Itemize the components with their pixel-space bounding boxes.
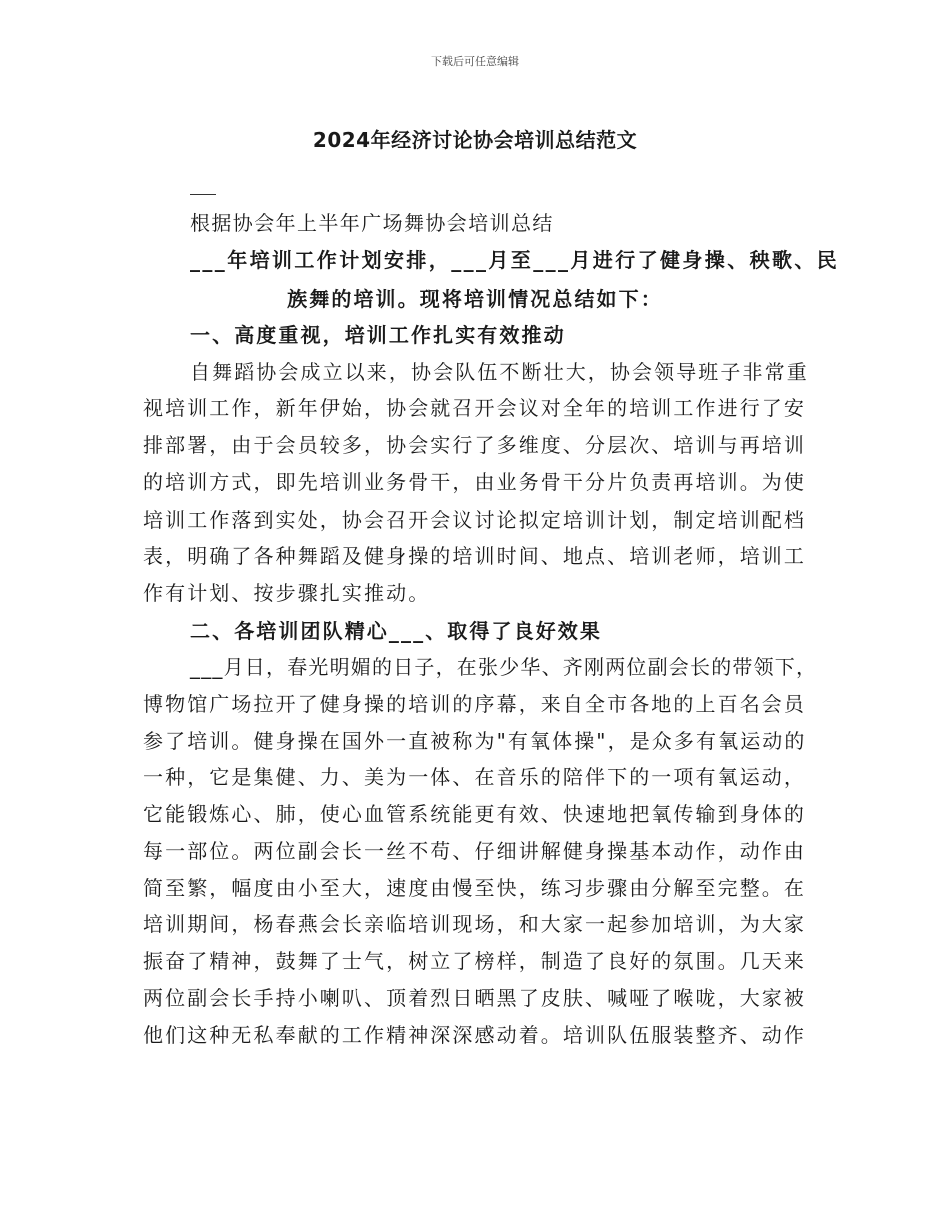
paragraph-line: ___月日，春光明媚的日子，在张少华、齐刚两位副会长的带领下， [190,655,818,679]
paragraph-line: 参了培训。健身操在国外一直被称为"有氧体操"，是众多有氧运动的 [143,729,807,753]
section-heading-2: 二、各培训团队精心___、取得了良好效果 [190,619,602,643]
paragraph-line: 自舞蹈协会成立以来，协会队伍不断壮大，协会领导班子非常重 [190,360,809,384]
section-heading-1: 一、高度重视，培训工作扎实有效推动 [190,323,566,347]
paragraph-line: 视培训工作，新年伊始，协会就召开会议对全年的培训工作进行了安 [143,396,806,420]
paragraph-line: 的培训方式，即先培训业务骨干，由业务骨干分片负责再培训。为使 [143,470,806,494]
paragraph-line [143,1057,813,1085]
paragraph-line: 简至繁，幅度由小至大，速度由慢至快，练习步骤由分解至完整。在 [143,876,806,900]
intro-line-1: 根据协会年上半年广场舞协会培训总结 [190,211,554,235]
paragraph-line: 作有计划、按步骤扎实推动。 [143,581,431,605]
paragraph-line: 振奋了精神，鼓舞了士气，树立了榜样，制造了良好的氛围。几天来 [143,949,806,973]
paragraph-line: 排部署，由于会员较多，协会实行了多维度、分层次、培训与再培训 [143,433,806,457]
paragraph-line: 它能锻炼心、肺，使心血管系统能更有效、快速地把氧传输到身体的 [143,802,806,826]
paragraph-line: 表，明确了各种舞蹈及健身操的培训时间、地点、培训老师，培训工 [143,544,806,568]
intro-line-3: 族舞的培训。现将培训情况总结如下： [287,287,663,311]
header-note: 下载后可任意编辑 [431,55,519,68]
intro-line-2: ___年培训工作计划安排，___月至___月进行了健身操、秧歌、民 [190,248,840,272]
paragraph-line: 一种，它是集健、力、美为一体、在音乐的陪伴下的一项有氧运动， [143,765,806,789]
paragraph-line: 培训期间，杨春燕会长亲临培训现场，和大家一起参加培训，为大家 [143,912,806,936]
paragraph-line: 每一部位。两位副会长一丝不苟、仔细讲解健身操基本动作，动作由 [143,839,806,863]
paragraph-line: 博物馆广场拉开了健身操的培训的序幕，来自全市各地的上百名会员 [143,692,806,716]
paragraph-line: 两位副会长手持小喇叭、顶着烈日晒黑了皮肤、喊哑了喉咙，大家被 [143,986,806,1010]
document-title: 2024年经济讨论协会培训总结范文 [312,128,638,152]
paragraph-line: 培训工作落到实处，协会召开会议讨论拟定培训计划，制定培训配档 [143,508,806,532]
blank-rule [190,194,216,195]
paragraph-line: 他们这种无私奉献的工作精神深深感动着。培训队伍服装整齐、动作 [143,1023,806,1047]
